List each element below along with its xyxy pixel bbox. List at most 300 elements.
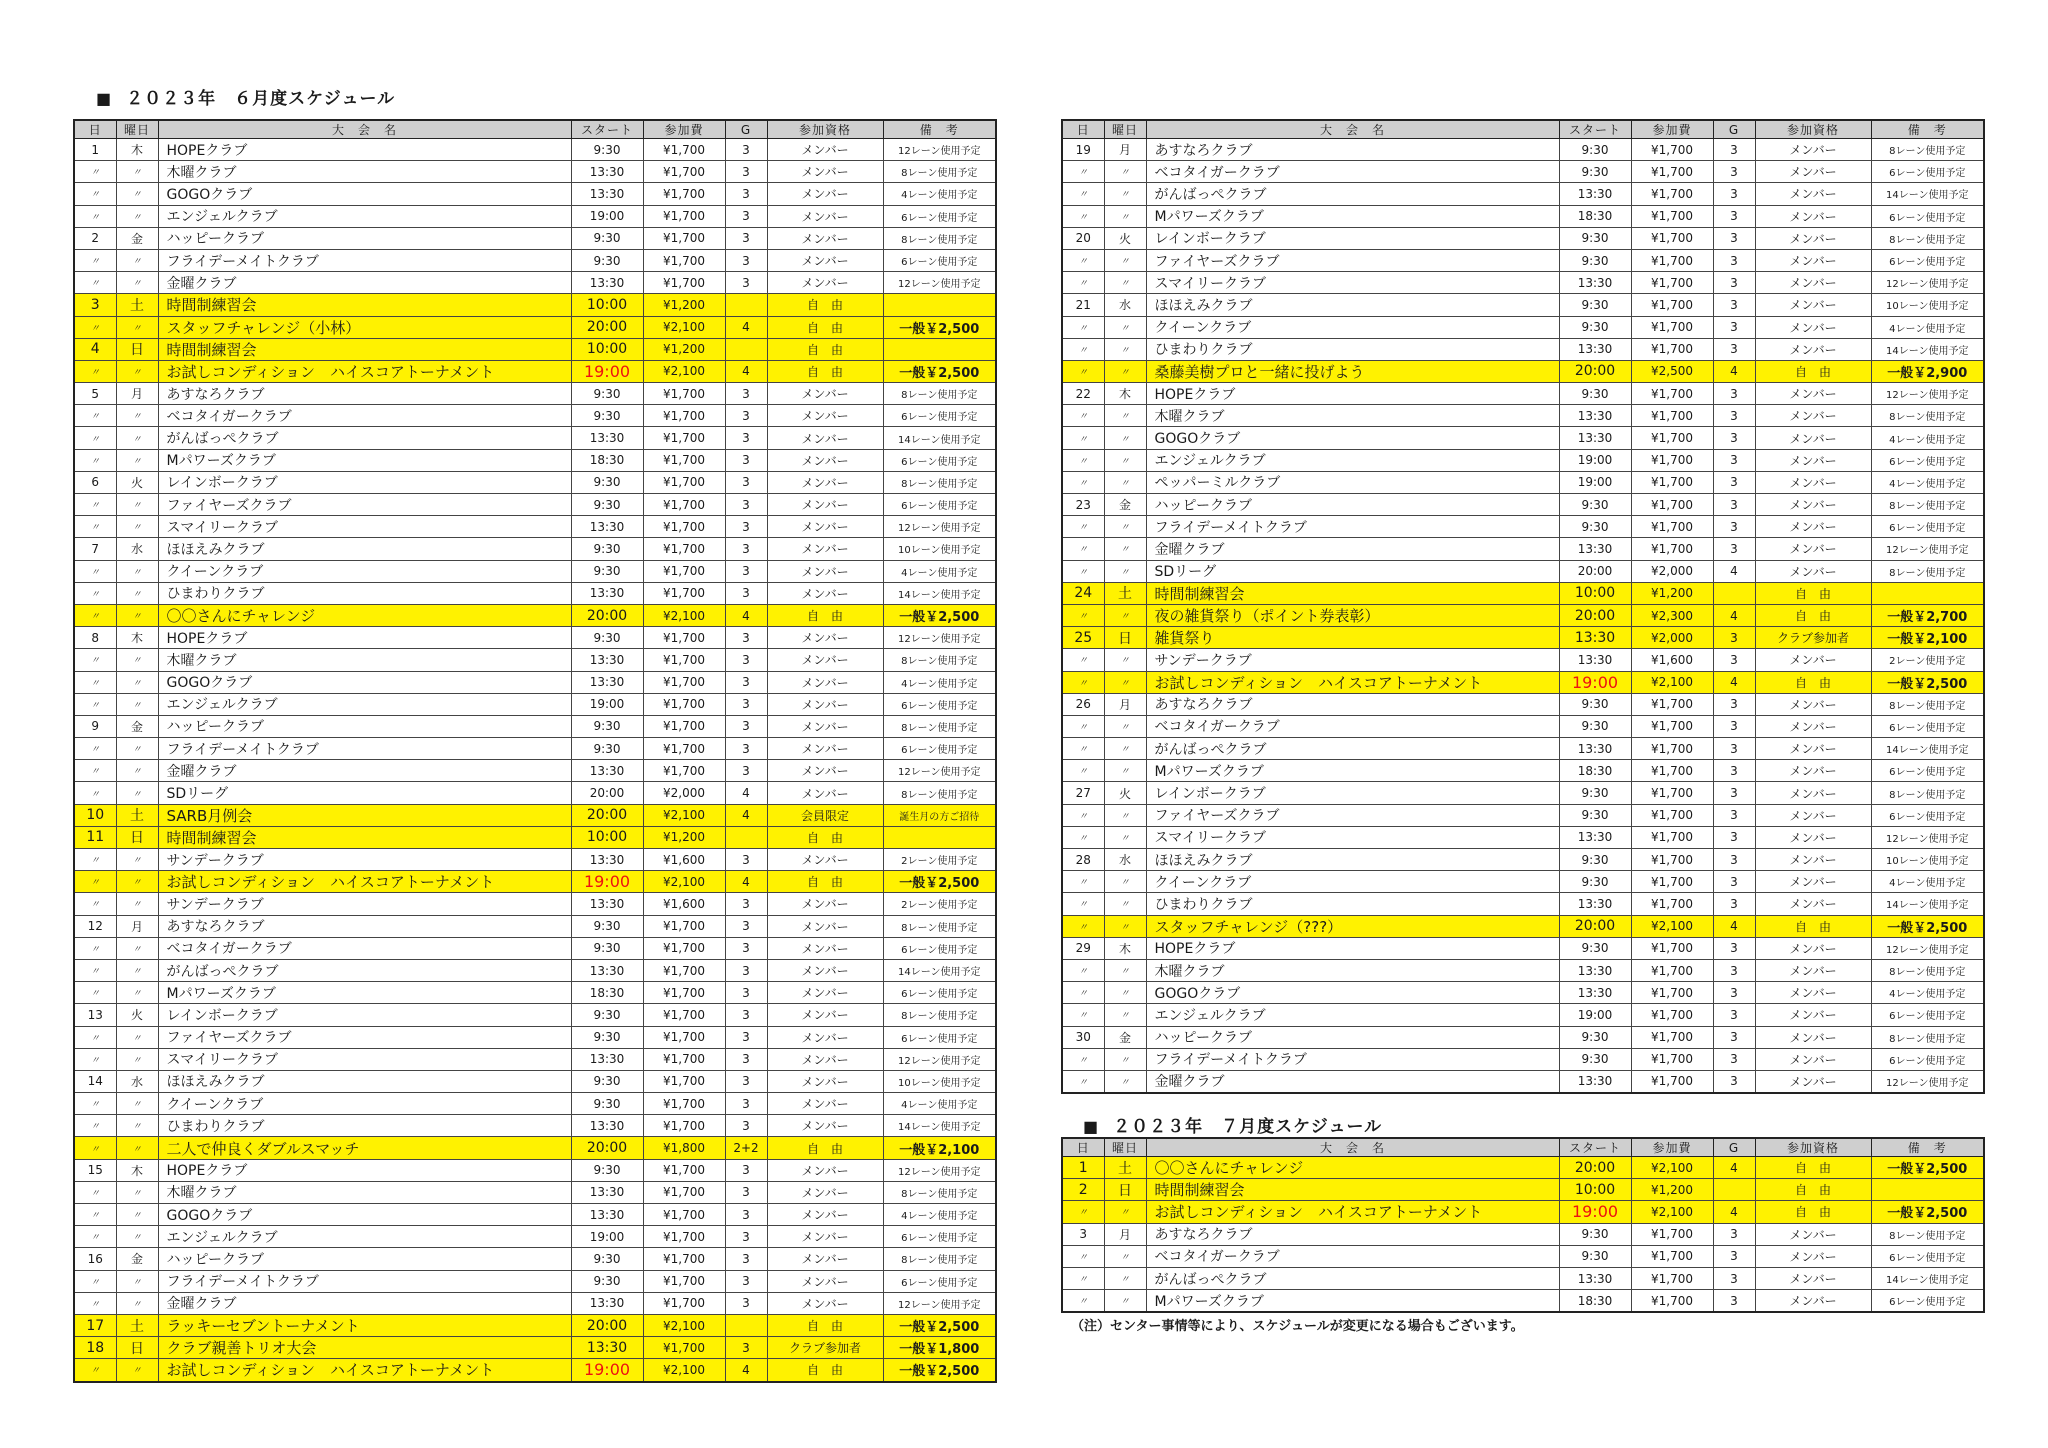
game-count-cell: 3 [1713,338,1755,360]
table-row [1062,1245,1984,1267]
game-count-cell: 3 [1713,715,1755,737]
game-count-cell: 4 [725,316,767,338]
event-name-cell: ハッピークラブ [1146,1026,1559,1048]
game-count-cell: 4 [725,804,767,826]
game-count-cell: 3 [1713,1004,1755,1026]
event-name-cell: クイーンクラブ [1146,871,1559,893]
game-count-cell: 3 [725,1337,767,1359]
note-cell: 4レーン使用予定 [883,1093,996,1115]
day-cell: 〃 [74,693,116,715]
table-row [1062,693,1984,715]
fee-cell: ¥1,700 [643,1292,725,1314]
note-cell [1871,582,1984,604]
day-cell: 7 [74,538,116,560]
weekday-cell: 〃 [116,871,158,893]
fee-cell: ¥2,000 [1631,627,1713,649]
eligibility-cell: メンバー [767,471,883,493]
fee-cell: ¥1,700 [643,272,725,294]
table-row [1062,471,1984,493]
table-row [1062,338,1984,360]
table-row [1062,427,1984,449]
eligibility-cell: メンバー [767,516,883,538]
start-time-cell: 9:30 [1559,139,1631,161]
table-row [1062,671,1984,693]
event-name-cell: GOGOクラブ [158,1204,571,1226]
weekday-cell: 〃 [116,649,158,671]
table-row [74,449,996,471]
day-cell: 〃 [74,405,116,427]
weekday-cell: 土 [116,1314,158,1336]
table-row [74,1115,996,1137]
eligibility-cell: 自 由 [767,360,883,382]
weekday-cell: 〃 [116,449,158,471]
weekday-cell: 〃 [1104,1048,1146,1070]
note-cell: 6レーン使用予定 [1871,760,1984,782]
day-cell: 13 [74,1004,116,1026]
note-cell: 14レーン使用予定 [1871,893,1984,915]
start-time-cell: 13:30 [1559,272,1631,294]
table-row [74,1359,996,1382]
note-cell: 8レーン使用予定 [1871,139,1984,161]
day-cell: 28 [1062,849,1104,871]
day-cell: 〃 [74,161,116,183]
game-count-cell: 3 [1713,849,1755,871]
fee-cell: ¥1,700 [643,205,725,227]
fee-cell: ¥2,500 [1631,360,1713,382]
fee-cell: ¥2,000 [1631,560,1713,582]
eligibility-cell: メンバー [767,1048,883,1070]
day-cell: 〃 [74,516,116,538]
day-cell: 〃 [74,205,116,227]
note-cell: 6レーン使用予定 [883,1226,996,1248]
day-cell: 〃 [1062,338,1104,360]
day-cell: 17 [74,1314,116,1336]
start-time-cell: 19:00 [1559,671,1631,693]
fee-cell: ¥1,700 [643,1270,725,1292]
note-cell: 10レーン使用予定 [1871,294,1984,316]
fee-cell: ¥1,700 [643,383,725,405]
start-time-cell: 9:30 [1559,1245,1631,1267]
table-row [74,959,996,981]
event-name-cell: 時間制練習会 [158,294,571,316]
event-name-cell: SDリーグ [1146,560,1559,582]
start-time-cell: 9:30 [571,1270,643,1292]
start-time-cell: 9:30 [1559,715,1631,737]
game-count-cell: 3 [725,937,767,959]
eligibility-cell: 自 由 [767,604,883,626]
weekday-cell: 〃 [1104,427,1146,449]
event-name-cell: クイーンクラブ [1146,316,1559,338]
square-bullet-icon: ■ [1083,1117,1100,1136]
note-cell: 4レーン使用予定 [1871,982,1984,1004]
fee-cell: ¥1,700 [1631,249,1713,271]
game-count-cell: 3 [725,161,767,183]
game-count-cell: 3 [725,1226,767,1248]
fee-cell: ¥1,700 [643,627,725,649]
weekday-cell: 月 [1104,139,1146,161]
day-cell: 〃 [74,1115,116,1137]
fee-cell: ¥2,100 [1631,671,1713,693]
event-name-cell: レインボークラブ [158,471,571,493]
start-time-cell: 10:00 [1559,582,1631,604]
table-row [74,826,996,848]
fee-cell: ¥1,700 [1631,205,1713,227]
game-count-cell: 4 [725,604,767,626]
note-cell [883,826,996,848]
game-count-cell [1713,1179,1755,1201]
weekday-cell: 〃 [116,1137,158,1159]
game-count-cell: 3 [725,405,767,427]
start-time-cell: 19:00 [571,693,643,715]
day-cell: 〃 [1062,183,1104,205]
eligibility-cell: メンバー [1755,1223,1871,1245]
event-name-cell: レインボークラブ [1146,227,1559,249]
eligibility-cell: メンバー [1755,272,1871,294]
event-name-cell: ほほえみクラブ [1146,294,1559,316]
eligibility-cell: メンバー [1755,782,1871,804]
day-cell: 2 [1062,1179,1104,1201]
start-time-cell: 13:30 [1559,627,1631,649]
note-cell: 8レーン使用予定 [1871,1026,1984,1048]
day-cell: 〃 [74,494,116,516]
weekday-cell: 〃 [116,560,158,582]
day-cell: 〃 [74,893,116,915]
table-row [74,1004,996,1026]
day-cell: 〃 [1062,560,1104,582]
weekday-cell: 木 [1104,383,1146,405]
square-bullet-icon: ■ [96,89,113,108]
weekday-cell: 〃 [116,671,158,693]
game-count-cell: 3 [1713,1290,1755,1313]
start-time-cell: 9:30 [1559,804,1631,826]
fee-cell: ¥1,700 [643,516,725,538]
table-row [74,1226,996,1248]
note-cell: 4レーン使用予定 [1871,427,1984,449]
start-time-cell: 18:30 [1559,1290,1631,1313]
event-name-cell: 時間制練習会 [1146,1179,1559,1201]
table-row [74,1026,996,1048]
table-row [1062,516,1984,538]
start-time-cell: 9:30 [571,494,643,516]
weekday-cell: 〃 [1104,471,1146,493]
weekday-cell: 〃 [116,738,158,760]
fee-cell: ¥2,000 [643,782,725,804]
table-row [1062,538,1984,560]
fee-cell: ¥1,700 [643,1026,725,1048]
table-row [74,1270,996,1292]
fee-cell: ¥1,700 [643,227,725,249]
header-g: G [1713,1138,1755,1157]
day-cell: 〃 [1062,738,1104,760]
weekday-cell: 日 [116,1337,158,1359]
day-cell: 29 [1062,937,1104,959]
game-count-cell: 3 [1713,161,1755,183]
event-name-cell: Mパワーズクラブ [1146,1290,1559,1313]
fee-cell: ¥1,700 [643,1204,725,1226]
eligibility-cell: メンバー [1755,893,1871,915]
weekday-cell: 木 [116,1159,158,1181]
start-time-cell: 20:00 [571,1314,643,1336]
eligibility-cell: メンバー [1755,516,1871,538]
day-cell: 24 [1062,582,1104,604]
table-row [74,1337,996,1359]
eligibility-cell: メンバー [767,1026,883,1048]
game-count-cell: 3 [1713,1267,1755,1289]
weekday-cell: 月 [116,915,158,937]
note-cell: 8レーン使用予定 [883,227,996,249]
table-row [1062,383,1984,405]
table-row [74,1204,996,1226]
fee-cell: ¥1,700 [1631,1004,1713,1026]
fee-cell: ¥1,700 [643,405,725,427]
note-cell: 6レーン使用予定 [1871,205,1984,227]
weekday-cell: 〃 [1104,538,1146,560]
game-count-cell: 2+2 [725,1137,767,1159]
table-header-row [1062,120,1984,139]
game-count-cell: 3 [1713,449,1755,471]
weekday-cell: 月 [116,383,158,405]
eligibility-cell: メンバー [1755,471,1871,493]
weekday-cell: 〃 [116,161,158,183]
weekday-cell: 水 [116,1070,158,1092]
event-name-cell: 金曜クラブ [1146,1070,1559,1093]
eligibility-cell: メンバー [1755,982,1871,1004]
day-cell: 21 [1062,294,1104,316]
game-count-cell: 3 [1713,1026,1755,1048]
game-count-cell: 3 [725,1004,767,1026]
table-row [1062,161,1984,183]
start-time-cell: 9:30 [1559,383,1631,405]
start-time-cell: 9:30 [1559,161,1631,183]
weekday-cell: 〃 [116,760,158,782]
event-name-cell: 木曜クラブ [158,649,571,671]
header-note: 備 考 [1871,1138,1984,1157]
header-event-name: 大 会 名 [1146,120,1559,139]
weekday-cell: 〃 [1104,316,1146,338]
table-row [74,1181,996,1203]
table-row [74,604,996,626]
game-count-cell: 3 [1713,427,1755,449]
note-cell: 一般￥2,700 [1871,604,1984,626]
table-row [74,538,996,560]
game-count-cell: 3 [725,1115,767,1137]
start-time-cell: 13:30 [571,582,643,604]
start-time-cell: 9:30 [1559,849,1631,871]
game-count-cell: 3 [725,649,767,671]
event-name-cell: 雑貨祭り [1146,627,1559,649]
start-time-cell: 13:30 [571,849,643,871]
game-count-cell: 3 [725,1248,767,1270]
game-count-cell: 3 [1713,183,1755,205]
fee-cell: ¥2,100 [643,360,725,382]
start-time-cell: 13:30 [1559,826,1631,848]
table-row [1062,183,1984,205]
header-event-name: 大 会 名 [1146,1138,1559,1157]
note-cell: 14レーン使用予定 [883,582,996,604]
start-time-cell: 9:30 [571,915,643,937]
game-count-cell: 3 [1713,294,1755,316]
day-cell: 〃 [74,959,116,981]
note-cell: 8レーン使用予定 [883,383,996,405]
fee-cell: ¥1,700 [643,471,725,493]
eligibility-cell: メンバー [767,249,883,271]
event-name-cell: フライデーメイトクラブ [158,1270,571,1292]
fee-cell: ¥1,700 [643,560,725,582]
event-name-cell: 金曜クラブ [158,1292,571,1314]
eligibility-cell: メンバー [767,1115,883,1137]
event-name-cell: HOPEクラブ [158,139,571,161]
eligibility-cell: 自 由 [1755,671,1871,693]
fee-cell: ¥1,700 [1631,782,1713,804]
note-cell: 12レーン使用予定 [883,1292,996,1314]
start-time-cell: 13:30 [571,671,643,693]
day-cell: 27 [1062,782,1104,804]
game-count-cell: 3 [725,1093,767,1115]
fee-cell: ¥1,800 [643,1137,725,1159]
game-count-cell: 4 [1713,1201,1755,1223]
game-count-cell: 3 [1713,649,1755,671]
eligibility-cell: メンバー [1755,427,1871,449]
eligibility-cell: メンバー [767,760,883,782]
note-cell: 12レーン使用予定 [1871,937,1984,959]
header-start: スタート [1559,120,1631,139]
game-count-cell [725,826,767,848]
day-cell: 〃 [74,871,116,893]
start-time-cell: 9:30 [1559,227,1631,249]
weekday-cell: 〃 [116,1093,158,1115]
event-name-cell: Mパワーズクラブ [158,982,571,1004]
weekday-cell: 〃 [1104,649,1146,671]
table-row [74,139,996,161]
game-count-cell: 4 [725,871,767,893]
header-g: G [1713,120,1755,139]
note-cell: 14レーン使用予定 [1871,183,1984,205]
game-count-cell: 3 [725,1270,767,1292]
june-title-text: ２０２３年 ６月度スケジュール [126,89,396,109]
day-cell: 〃 [74,849,116,871]
day-cell: 〃 [74,449,116,471]
note-cell: 8レーン使用予定 [1871,494,1984,516]
day-cell: 10 [74,804,116,826]
header-start: スタート [1559,1138,1631,1157]
weekday-cell: 〃 [1104,915,1146,937]
weekday-cell: 〃 [1104,738,1146,760]
note-cell [1871,1179,1984,1201]
game-count-cell: 3 [1713,982,1755,1004]
start-time-cell: 13:30 [1559,959,1631,981]
weekday-cell: 木 [1104,937,1146,959]
game-count-cell: 3 [725,582,767,604]
weekday-cell: 〃 [1104,1267,1146,1289]
table-row [74,338,996,360]
weekday-cell: 〃 [1104,1070,1146,1093]
fee-cell: ¥2,100 [1631,915,1713,937]
fee-cell: ¥1,700 [643,1337,725,1359]
weekday-cell: 火 [1104,782,1146,804]
day-cell: 〃 [1062,959,1104,981]
weekday-cell: 〃 [1104,959,1146,981]
weekday-cell: 〃 [1104,671,1146,693]
game-count-cell: 3 [1713,1245,1755,1267]
fee-cell: ¥1,600 [643,849,725,871]
event-name-cell: レインボークラブ [158,1004,571,1026]
eligibility-cell: クラブ参加者 [1755,627,1871,649]
weekday-cell: 土 [116,804,158,826]
game-count-cell: 3 [1713,804,1755,826]
table-row [74,1137,996,1159]
game-count-cell: 3 [725,183,767,205]
note-cell: 12レーン使用予定 [883,272,996,294]
note-cell: 一般￥2,900 [1871,360,1984,382]
eligibility-cell: 自 由 [767,1359,883,1382]
day-cell: 15 [74,1159,116,1181]
start-time-cell: 13:30 [1559,1070,1631,1093]
event-name-cell: ほほえみクラブ [158,1070,571,1092]
game-count-cell: 3 [725,693,767,715]
eligibility-cell: メンバー [767,627,883,649]
day-cell: 〃 [1062,1048,1104,1070]
eligibility-cell: メンバー [767,1181,883,1203]
june-schedule-title [96,84,395,109]
weekday-cell: 〃 [1104,560,1146,582]
eligibility-cell: メンバー [767,1292,883,1314]
eligibility-cell: メンバー [1755,1290,1871,1313]
eligibility-cell: 自 由 [1755,1201,1871,1223]
note-cell: 8レーン使用予定 [1871,560,1984,582]
day-cell: 〃 [1062,1004,1104,1026]
eligibility-cell: メンバー [1755,139,1871,161]
event-name-cell: クイーンクラブ [158,560,571,582]
day-cell: 〃 [1062,538,1104,560]
start-time-cell: 19:00 [571,871,643,893]
day-cell: 〃 [1062,427,1104,449]
weekday-cell: 月 [1104,1223,1146,1245]
weekday-cell: 火 [116,471,158,493]
fee-cell: ¥2,100 [643,804,725,826]
note-cell: 一般￥2,500 [883,604,996,626]
day-cell: 〃 [1062,715,1104,737]
event-name-cell: HOPEクラブ [1146,383,1559,405]
eligibility-cell: 自 由 [1755,1179,1871,1201]
day-cell: 1 [1062,1157,1104,1179]
eligibility-cell: メンバー [767,1270,883,1292]
table-row [74,249,996,271]
start-time-cell: 9:30 [1559,937,1631,959]
day-cell: 〃 [1062,649,1104,671]
weekday-cell: 火 [116,1004,158,1026]
fee-cell: ¥1,700 [643,937,725,959]
table-row [1062,893,1984,915]
game-count-cell: 3 [725,494,767,516]
header-weekday: 曜日 [1104,120,1146,139]
table-row [74,1292,996,1314]
eligibility-cell: メンバー [767,538,883,560]
eligibility-cell: メンバー [1755,760,1871,782]
event-name-cell: HOPEクラブ [1146,937,1559,959]
fee-cell: ¥1,700 [643,760,725,782]
eligibility-cell: メンバー [1755,405,1871,427]
event-name-cell: スマイリークラブ [1146,826,1559,848]
eligibility-cell: メンバー [767,849,883,871]
june-schedule-table-left [73,119,997,1383]
table-row [1062,649,1984,671]
event-name-cell: あすなろクラブ [158,383,571,405]
weekday-cell: 〃 [1104,1290,1146,1313]
start-time-cell: 9:30 [571,1070,643,1092]
note-cell: 4レーン使用予定 [883,1204,996,1226]
note-cell: 2レーン使用予定 [1871,649,1984,671]
event-name-cell: ハッピークラブ [1146,494,1559,516]
